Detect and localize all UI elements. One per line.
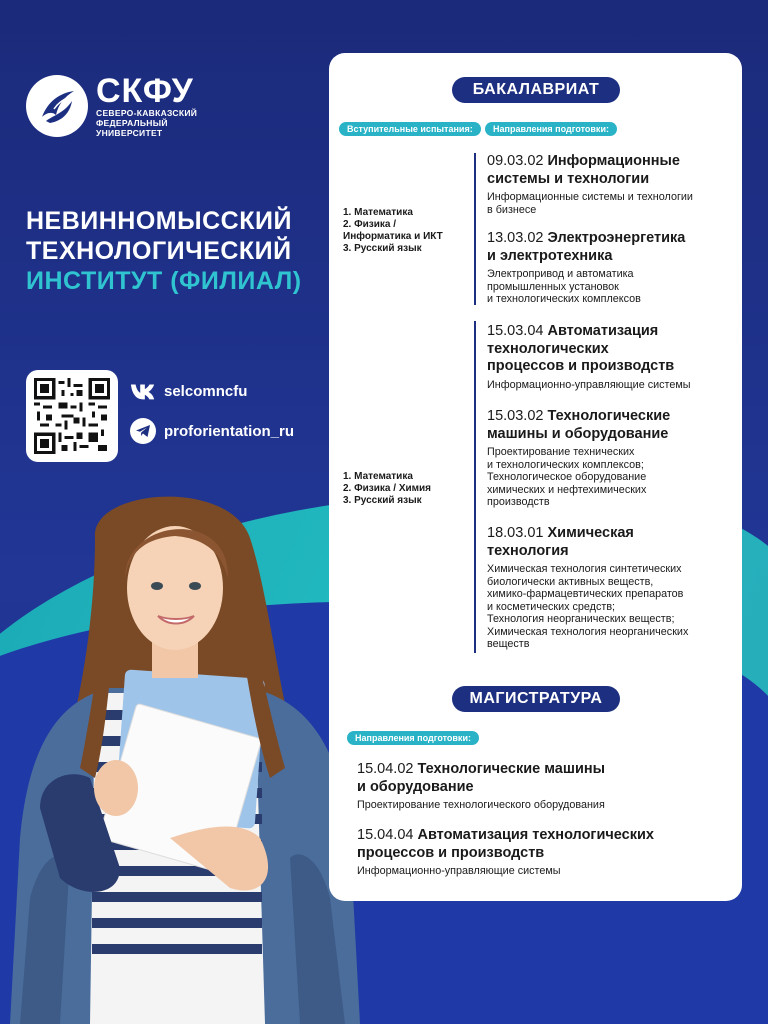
- direction-profile: Информационные системы и технологии: [487, 191, 693, 203]
- direction-code: 15.03.04: [487, 323, 544, 339]
- direction-profile: в бизнесе: [487, 203, 537, 216]
- direction-profile: промышленных установок: [487, 280, 619, 293]
- direction-profile: Технология неорганических веществ;: [487, 613, 675, 625]
- direction-code: 09.03.02: [487, 153, 544, 169]
- logo-sub-line-1: СЕВЕРО-КАВКАЗСКИЙ: [96, 108, 198, 118]
- vk-icon: [130, 378, 156, 404]
- direction-profile: и технологических комплексов;: [487, 458, 644, 471]
- direction-profile: производств: [487, 496, 550, 508]
- group-1-divider: [474, 153, 476, 305]
- student-photo: [0, 478, 370, 1024]
- telegram-handle: proforientation_ru: [164, 422, 294, 440]
- bachelor-direction: [487, 323, 737, 391]
- master-direction: [357, 827, 727, 878]
- direction-profile: Химическая технология неорганических: [487, 625, 689, 638]
- direction-title: и электротехника: [487, 247, 613, 264]
- exam-item: 3. Русский язык: [343, 495, 422, 506]
- institute-title-line-1: НЕВИННОМЫССКИЙ: [26, 207, 292, 235]
- direction-title: процессов и производств: [487, 358, 675, 374]
- logo-sub-line-2: ФЕДЕРАЛЬНЫЙ: [96, 118, 168, 128]
- group-2-divider: [474, 321, 476, 653]
- master-heading: МАГИСТРАТУРА: [452, 686, 620, 712]
- direction-title: и оборудование: [357, 778, 474, 795]
- direction-title: Химическая: [547, 525, 634, 541]
- logo-name: СКФУ: [96, 72, 194, 110]
- direction-code: 15.03.02: [487, 408, 544, 424]
- master-directions-tag: Направления подготовки:: [347, 731, 479, 745]
- direction-profile: биологически активных веществ,: [487, 575, 654, 588]
- institute-title-line-3: ИНСТИТУТ (ФИЛИАЛ): [26, 267, 302, 295]
- direction-title: машины и оборудование: [487, 425, 669, 442]
- direction-title: Технологические машины: [417, 761, 606, 777]
- direction-profile: и косметических средств;: [487, 600, 616, 613]
- direction-title: технологических: [487, 340, 609, 357]
- direction-code: 15.04.02: [357, 761, 414, 777]
- bachelor-direction: [487, 153, 737, 216]
- direction-profile: и технологических комплексов: [487, 293, 641, 305]
- bachelor-exams-tag: Вступительные испытания:: [339, 122, 481, 136]
- direction-profile: химических и нефтехимических: [487, 483, 647, 496]
- direction-profile: химико-фармацевтических препаратов: [487, 588, 684, 600]
- direction-title: Автоматизация: [547, 323, 659, 339]
- direction-title: Электроэнергетика: [547, 230, 686, 246]
- exam-item: Информатика и ИКТ: [343, 231, 443, 242]
- telegram-link[interactable]: [130, 418, 294, 444]
- master-direction: [357, 761, 727, 812]
- direction-profile: Технологическое оборудование: [487, 471, 647, 483]
- bachelor-directions-tag: Направления подготовки:: [485, 122, 617, 136]
- exam-item: 1. Математика: [343, 471, 413, 482]
- qr-code[interactable]: [26, 370, 118, 462]
- institute-title-line-2: ТЕХНОЛОГИЧЕСКИЙ: [26, 237, 292, 265]
- direction-title: технология: [487, 542, 569, 559]
- telegram-icon: [130, 418, 156, 444]
- direction-title: Автоматизация технологических: [417, 827, 654, 843]
- logo-sub-line-3: УНИВЕРСИТЕТ: [96, 128, 163, 138]
- wing-logo-icon: [26, 75, 88, 137]
- exam-item: 2. Физика /: [343, 219, 397, 230]
- bachelor-heading: БАКАЛАВРИАТ: [452, 77, 620, 103]
- direction-title: процессов и производств: [357, 844, 545, 861]
- direction-profile: Информационно-управляющие системы: [487, 378, 691, 391]
- direction-profile: Проектирование технологического оборудования: [357, 799, 605, 811]
- direction-profile: Проектирование технических: [487, 446, 635, 458]
- direction-profile: веществ: [487, 638, 530, 650]
- direction-code: 13.03.02: [487, 230, 544, 246]
- institute-title: [26, 206, 302, 296]
- exam-item: 2. Физика / Химия: [343, 483, 432, 494]
- vk-link[interactable]: [130, 378, 247, 404]
- qr-code-icon: [34, 378, 110, 454]
- direction-title: Технологические: [547, 408, 671, 424]
- direction-profile: Химическая технология синтетических: [487, 563, 682, 575]
- vk-handle: selcomncfu: [164, 382, 248, 400]
- direction-title: Информационные: [547, 153, 680, 169]
- direction-profile: Электропривод и автоматика: [487, 268, 634, 280]
- exam-list-group-1: [343, 207, 443, 255]
- bachelor-direction: [487, 525, 737, 651]
- direction-code: 18.03.01: [487, 525, 544, 541]
- direction-profile: Информационно-управляющие системы: [357, 865, 561, 877]
- exam-item: 3. Русский язык: [343, 243, 422, 254]
- exam-list-group-2: [343, 471, 431, 507]
- programs-card: [329, 53, 742, 901]
- direction-code: 15.04.04: [357, 827, 414, 843]
- direction-title: системы и технологии: [487, 170, 650, 187]
- university-logo: [26, 74, 197, 138]
- bachelor-direction: [487, 230, 737, 306]
- bachelor-direction: [487, 408, 737, 509]
- exam-item: 1. Математика: [343, 207, 413, 218]
